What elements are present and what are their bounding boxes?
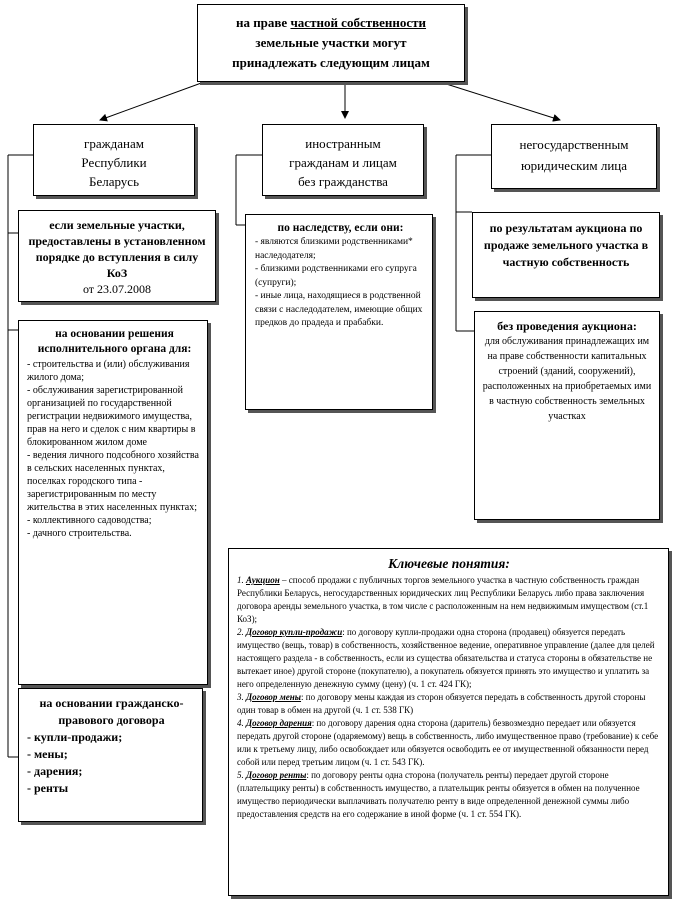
- auction-text: по результатам аукциона по продаже земельного участка в частную собственность: [483, 221, 649, 269]
- legal-case-no-auction: [474, 311, 660, 520]
- definition-text: – способ продажи с публичных торгов земельного участка в частную собственность граждан Республики Беларусь, негосударственных юридических лиц Республики Беларусь либо права заключения договора аренды земельного участка, в том числе с расположенным на нем недвижимым имуществом (ст.1 КоЗ);: [237, 575, 649, 624]
- foreigners-heading: по наследству, если они:: [277, 222, 404, 234]
- no-auction-heading: без проведения аукциона:: [497, 319, 637, 333]
- definition-number: 2.: [237, 627, 244, 637]
- definition-item: [237, 574, 661, 626]
- definition-text: : по договору купли-продажи одна сторона (продавец) обязуется передать имущество (вещь, товар) в собственность, хозяйственное ведение, оперативное управление (далее для целей настоящего раздела - в собственность, если из существа обязательства и статуса стороны в обязательстве не вытекает иное) другой стороне (покупателю), а покупатель обязуется принять это имущество и уплатить за него определенную денежную сумму (цену) (ч. 1 ст. 424 ГК);: [237, 627, 655, 689]
- definition-item: [237, 626, 661, 691]
- legal-case-auction: [472, 212, 660, 298]
- definition-number: 4.: [237, 718, 244, 728]
- foreigners-list: [255, 236, 426, 331]
- case3-list-item: - купли-продажи;: [27, 730, 123, 744]
- definition-text: : по договору ренты одна сторона (получатель ренты) передает другой стороне (плательщику ренты) в собственность имущество, а плательщик ренты обязуется в обмен на полученное имущество периодически выплачивать получателю ренту в виде определенной денежной суммы либо предоставления средств на его содержание в иной форме (ч. 1 ст. 554 ГК).: [237, 770, 640, 819]
- no-auction-text: для обслуживания принадлежащих им на праве собственности капитальных строений (зданий, сооружений), расположенных на приобретаемых ими в частную собственность земельных участках: [482, 336, 652, 422]
- top-box-line1: [198, 13, 464, 33]
- citizens-case-executive-decision: [18, 320, 208, 685]
- citizens-line3: Беларусь: [88, 174, 140, 189]
- definition-text: : по договору дарения одна сторона (даритель) безвозмездно передает или обязуется передать другой стороне (одаряемому) вещь в собственность, либо имущественное право (требование) к себе или к третьему лицу, либо освобождает или обязуется освободить ее от имущественной обязанности перед собой или перед третьим лицом (ч. 1 ст. 543 ГК).: [237, 718, 659, 767]
- top-box: [197, 4, 465, 82]
- definition-term: Аукцион: [246, 575, 280, 585]
- definition-item: [237, 691, 661, 717]
- case2-list-item: - обслуживания зарегистрированной организацией по государственной регистрации недвижимого имущества, прав на него и сделок с ним квартиры в блокированном жилом доме: [27, 385, 196, 448]
- case2-list: [27, 358, 202, 540]
- case2-list-item: - строительства и (или) обслуживания жилого дома;: [27, 359, 190, 383]
- category-legal-entities: [491, 124, 657, 189]
- top-box-line2: земельные участки могут: [255, 35, 407, 50]
- definition-number: 1.: [237, 575, 244, 585]
- definition-term: Договор купли-продажи: [246, 627, 343, 637]
- top-box-underlined: частной собственности: [290, 15, 427, 30]
- case2-heading: на основании решения исполнительного органа для:: [37, 328, 192, 355]
- top-box-line3: принадлежать следующим лицам: [232, 55, 430, 70]
- case1-date: от 23.07.2008: [82, 282, 152, 296]
- definition-item: [237, 717, 661, 769]
- foreigners-list-item: - близкими родственниками его супруга (супруги);: [255, 264, 417, 288]
- case3-list-item: - дарения;: [27, 764, 83, 778]
- definitions-title: Ключевые понятия:: [388, 556, 510, 571]
- legal-line2: юридическим лица: [520, 158, 628, 173]
- category-foreigners: [262, 124, 424, 196]
- definitions-list: [237, 574, 661, 821]
- definition-number: 5.: [237, 770, 244, 780]
- citizens-line1: гражданам: [84, 136, 144, 151]
- foreigners-line1: иностранным: [305, 136, 381, 151]
- foreigners-line3: без гражданства: [298, 174, 388, 189]
- case3-list-item: - мены;: [27, 747, 68, 761]
- definition-number: 3.: [237, 692, 244, 702]
- definition-text: : по договору мены каждая из сторон обязуется передать в собственность другой стороны один товар в обмен на другой (ч. 1 ст. 538 ГК): [237, 692, 646, 715]
- legal-line1: негосударственным: [519, 137, 629, 152]
- case3-list-item: - ренты: [27, 781, 69, 795]
- case2-list-item: - коллективного садоводства;: [27, 515, 152, 526]
- foreigners-list-item: - являются близкими родственниками* наследодателя;: [255, 237, 413, 261]
- citizens-case-civil-contract: [18, 688, 203, 822]
- foreigners-case-inheritance: [245, 214, 433, 410]
- foreigners-list-item: - иные лица, находящиеся в родственной связи с наследодателем, имеющие общих предков до прадеда и прабабки.: [255, 291, 423, 328]
- top-box-prefix: на праве: [235, 15, 291, 30]
- definition-term: Договор дарения: [246, 718, 312, 728]
- case1-text: если земельные участки, предоставлены в установленном порядке до вступления в силу КоЗ: [28, 218, 206, 280]
- case2-list-item: - дачного строительства.: [27, 528, 132, 539]
- definition-term: Договор ренты: [246, 770, 307, 780]
- citizens-line2: Республики: [81, 155, 147, 170]
- case3-heading: на основании гражданско-правового договора: [39, 696, 184, 727]
- case3-list: [27, 729, 196, 797]
- definition-item: [237, 769, 661, 821]
- category-citizens: [33, 124, 195, 196]
- foreigners-line2: гражданам и лицам: [289, 155, 397, 170]
- key-definitions: [228, 548, 669, 896]
- definition-term: Договор мены: [246, 692, 302, 702]
- case2-list-item: - ведения личного подсобного хозяйства в сельских населенных пунктах, поселках городского типа - зарегистрированным по месту жительства в этих населенных пунктах;: [27, 450, 199, 513]
- citizens-case-prior-grant: [18, 210, 216, 302]
